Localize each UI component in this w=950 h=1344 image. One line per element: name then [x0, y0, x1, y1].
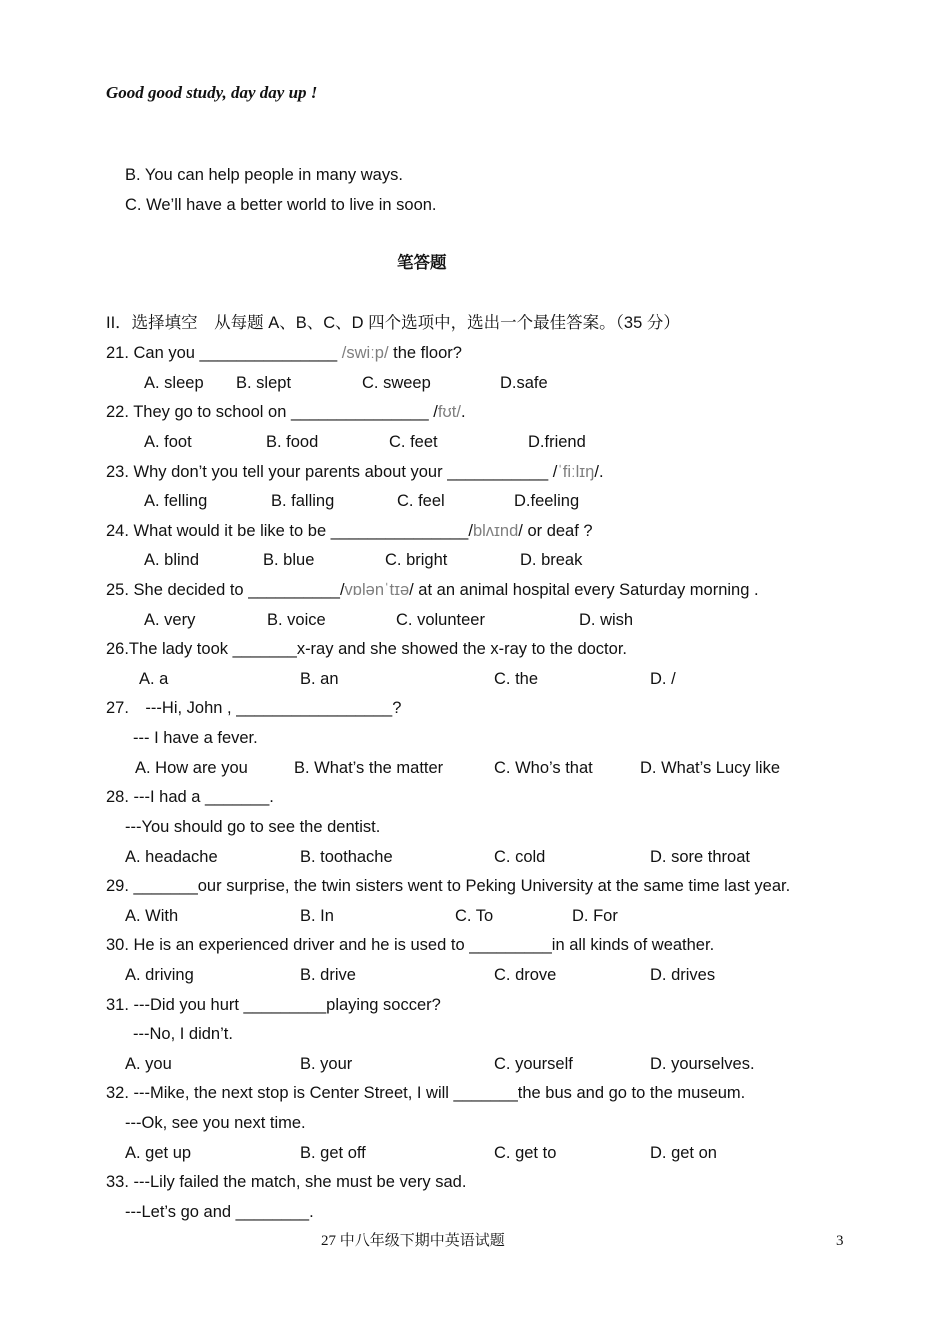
- option: D. /: [650, 670, 676, 688]
- option: C. bright: [385, 551, 448, 569]
- option: B. your: [300, 1055, 353, 1073]
- option: B. In: [300, 907, 334, 925]
- option: A. blind: [144, 551, 200, 569]
- question-stem-text: 22. They go to school on _______________ /: [106, 403, 438, 421]
- option: D.feeling: [514, 492, 580, 510]
- question-stem-text: /.: [594, 463, 604, 481]
- option: A. sleep: [144, 374, 204, 392]
- question-28-reply: ---You should go to see the dentist.: [125, 818, 381, 836]
- option: D. yourselves.: [650, 1055, 755, 1073]
- option: A. you: [125, 1055, 172, 1073]
- option: A. get up: [125, 1144, 192, 1162]
- option: A. driving: [125, 966, 194, 984]
- question-21-stem: [106, 343, 462, 363]
- option: C. Who’s that: [494, 759, 593, 777]
- option: A. a: [139, 670, 169, 688]
- question-stem-text: 21. Can you _______________: [106, 344, 342, 362]
- option: C. feel: [397, 492, 445, 510]
- question-stem-text: 24. What would it be like to be _______________/: [106, 522, 473, 540]
- prev-option-b: B. You can help people in many ways.: [125, 166, 403, 184]
- question-24-stem: [106, 521, 593, 541]
- question-stem-text: 23. Why don’t you tell your parents about your ___________ /: [106, 463, 558, 481]
- option: B. falling: [271, 492, 335, 510]
- phonetic: blʌɪnd: [472, 522, 519, 540]
- question-28-stem: 28. ---I had a _______.: [106, 788, 274, 806]
- question-29-stem: 29. _______our surprise, the twin sisters went to Peking University at the same time last year.: [106, 877, 791, 895]
- question-30-stem: 30. He is an experienced driver and he is used to _________in all kinds of weather.: [106, 936, 715, 954]
- question-stem-text: / at an animal hospital every Saturday morning .: [409, 581, 759, 599]
- option: D. What’s Lucy like: [640, 759, 780, 777]
- option: C. yourself: [494, 1055, 573, 1073]
- motto: Good good study, day day up !: [106, 83, 318, 102]
- question-25-stem: [106, 580, 759, 600]
- option: B. blue: [263, 551, 315, 569]
- question-22-stem: [106, 402, 466, 422]
- question-31-reply: ---No, I didn’t.: [133, 1025, 233, 1043]
- question-32-reply: ---Ok, see you next time.: [125, 1114, 306, 1132]
- option: D. For: [572, 907, 618, 925]
- phonetic: /swiːp/: [341, 344, 389, 362]
- option: C. sweep: [362, 374, 431, 392]
- option: B. What’s the matter: [294, 759, 444, 777]
- question-23-stem: [106, 462, 604, 482]
- option: C. cold: [494, 848, 546, 866]
- section-title: 笔答题: [397, 253, 447, 272]
- phonetic: fʊt/: [437, 403, 461, 421]
- question-32-stem: 32. ---Mike, the next stop is Center Street, I will _______the bus and go to the museum.: [106, 1084, 746, 1102]
- question-stem-text: .: [460, 403, 466, 421]
- option: C. To: [455, 907, 494, 925]
- option: A. How are you: [135, 759, 248, 777]
- option: C. volunteer: [396, 611, 485, 629]
- option: D.friend: [528, 433, 586, 451]
- option: A. very: [144, 611, 196, 629]
- phonetic: ˈfiːlɪŋ: [557, 463, 595, 481]
- option: A. With: [125, 907, 179, 925]
- question-33-reply: ---Let’s go and ________.: [125, 1203, 314, 1221]
- page-number: 3: [836, 1233, 844, 1249]
- phonetic: vɒlənˈtɪə: [344, 581, 410, 599]
- option: C. get to: [494, 1144, 557, 1162]
- option: B. an: [300, 670, 339, 688]
- question-31-stem: 31. ---Did you hurt _________playing soccer?: [106, 996, 441, 1014]
- option: B. get off: [300, 1144, 366, 1162]
- option: C. drove: [494, 966, 557, 984]
- option: D. sore throat: [650, 848, 750, 866]
- question-27-stem: 27. ---Hi, John , _________________?: [106, 699, 402, 717]
- option: D. wish: [579, 611, 634, 629]
- question-26-stem: 26.The lady took _______x-ray and she showed the x-ray to the doctor.: [106, 640, 627, 658]
- footer-title: 27 中八年级下期中英语试题: [321, 1233, 505, 1249]
- option: D. drives: [650, 966, 716, 984]
- option: B. voice: [267, 611, 326, 629]
- question-27-reply: --- I have a fever.: [133, 729, 258, 747]
- option: D. break: [520, 551, 583, 569]
- option: A. felling: [144, 492, 208, 510]
- option: D.safe: [500, 374, 548, 392]
- question-stem-text: 25. She decided to __________/: [106, 581, 345, 599]
- option: D. get on: [650, 1144, 717, 1162]
- question-stem-text: the floor?: [388, 344, 462, 362]
- question-stem-text: / or deaf ?: [518, 522, 593, 540]
- question-33-stem: 33. ---Lily failed the match, she must be very sad.: [106, 1173, 467, 1191]
- option: B. food: [266, 433, 319, 451]
- option: C. the: [494, 670, 539, 688]
- part-heading: II．选择填空 从每题 A、B、C、D 四个选项中，选出一个最佳答案。（35 分）: [106, 314, 680, 332]
- prev-option-c: C. We’ll have a better world to live in soon.: [125, 196, 437, 214]
- option: B. drive: [300, 966, 356, 984]
- option: A. foot: [144, 433, 192, 451]
- option: B. toothache: [300, 848, 393, 866]
- option: C. feet: [389, 433, 438, 451]
- option: B. slept: [236, 374, 292, 392]
- option: A. headache: [125, 848, 218, 866]
